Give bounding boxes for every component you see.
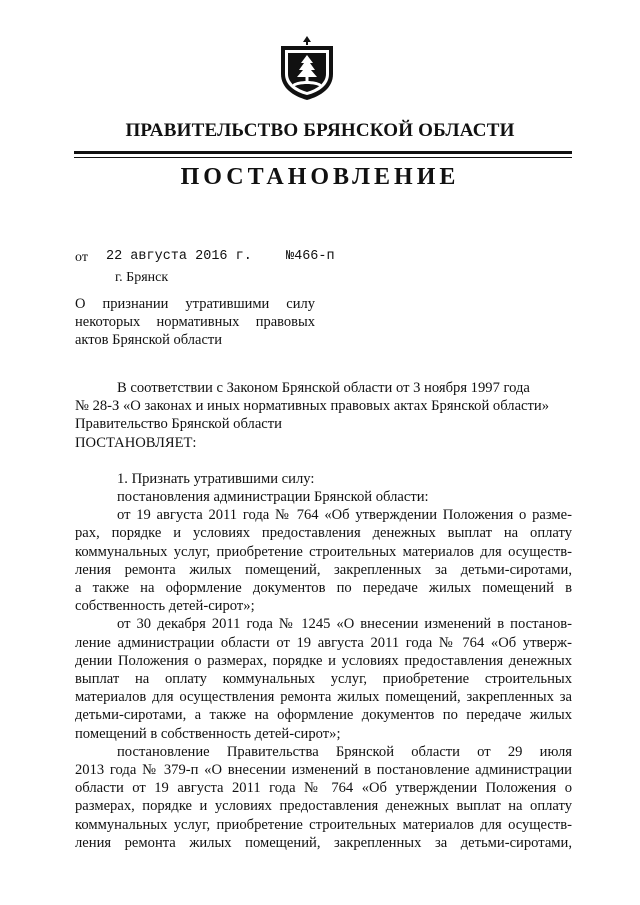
government-name: ПРАВИТЕЛЬСТВО БРЯНСКОЙ ОБЛАСТИ xyxy=(125,120,515,141)
item-1: 1. Признать утратившими силу: xyxy=(117,470,315,487)
preamble-line: В соответствии с Законом Брянской области от 3 ноября 1997 года xyxy=(117,380,530,396)
document-date: 22 августа 2016 г. xyxy=(106,249,252,264)
subject-line: актов Брянской области xyxy=(75,332,223,348)
header-rule-thin xyxy=(74,157,572,158)
paragraph-line: постановление Правительства Брянской области от 29 июля xyxy=(117,743,572,760)
coat-of-arms-icon xyxy=(275,34,339,102)
paragraph-line: ления ремонта жилых помещений, закрепленных за детьми-сиротами, xyxy=(75,561,572,578)
paragraph-line: выплат на оплату коммунальных услуг, приобретение строительных xyxy=(75,671,572,688)
paragraph-line: собственность детей-сирот»; xyxy=(75,598,255,615)
subject-line: О признании утратившими силу xyxy=(75,296,315,312)
document-subject xyxy=(75,295,315,349)
paragraph-line: а также на оформление документов по передаче жилых помещений в xyxy=(75,580,572,597)
paragraph-line: 2013 года № 379-п «О внесении изменений в постановление администрации xyxy=(75,762,572,779)
document-number: №466-п xyxy=(286,249,335,264)
paragraph-line: размерах, порядке и условиях предоставления денежных выплат на оплату xyxy=(75,798,572,815)
paragraph-2 xyxy=(75,615,572,742)
document-city: г. Брянск xyxy=(115,270,169,285)
paragraph-line: от 30 декабря 2011 года № 1245 «О внесении изменений в постанов- xyxy=(117,616,572,633)
paragraph-line: рах, порядке и условиях предоставления денежных выплат на оплату xyxy=(75,525,572,542)
paragraph-line: коммунальных услуг, приобретение строительных материалов для осуществ- xyxy=(75,816,572,833)
paragraph-line: ление администрации области от 19 августа 2011 года № 764 «Об утверж- xyxy=(75,634,572,651)
paragraph-line: от 19 августа 2011 года № 764 «Об утверждении Положения о разме- xyxy=(117,507,572,524)
paragraph-line: коммунальных услуг, приобретение строительных материалов для осуществ- xyxy=(75,543,572,560)
paragraph-3 xyxy=(75,743,572,852)
paragraph-line: материалов для осуществления ремонта жилых помещений, закрепленных за xyxy=(75,689,572,706)
paragraph-line: ления ремонта жилых помещений, закрепленных за детьми-сиротами, xyxy=(75,834,572,851)
preamble-line: № 28-З «О законах и иных нормативных правовых актах Брянской области» xyxy=(75,398,550,415)
header-rule-thick xyxy=(74,151,572,154)
paragraph-line: области от 19 августа 2011 года № 764 «Об утверждении Положения о xyxy=(75,780,572,797)
preamble-line: Правительство Брянской области xyxy=(75,416,282,433)
paragraph-line: дении Положения о размерах, порядке и условиях предоставления денежных xyxy=(75,652,572,669)
date-from-label: от xyxy=(75,250,88,265)
paragraph-1 xyxy=(75,506,572,615)
preamble-line: ПОСТАНОВЛЯЕТ: xyxy=(75,434,197,451)
paragraph-line: детьми-сиротами, а также на оформление документов по передаче жилых xyxy=(75,707,572,724)
paragraph-line: помещений в собственность детей-сирот»; xyxy=(75,725,341,742)
document-title: ПОСТАНОВЛЕНИЕ xyxy=(180,164,460,190)
subject-line: некоторых нормативных правовых xyxy=(75,314,315,330)
document-body xyxy=(75,379,572,852)
item-1-subtitle: постановления администрации Брянской области: xyxy=(117,489,429,506)
